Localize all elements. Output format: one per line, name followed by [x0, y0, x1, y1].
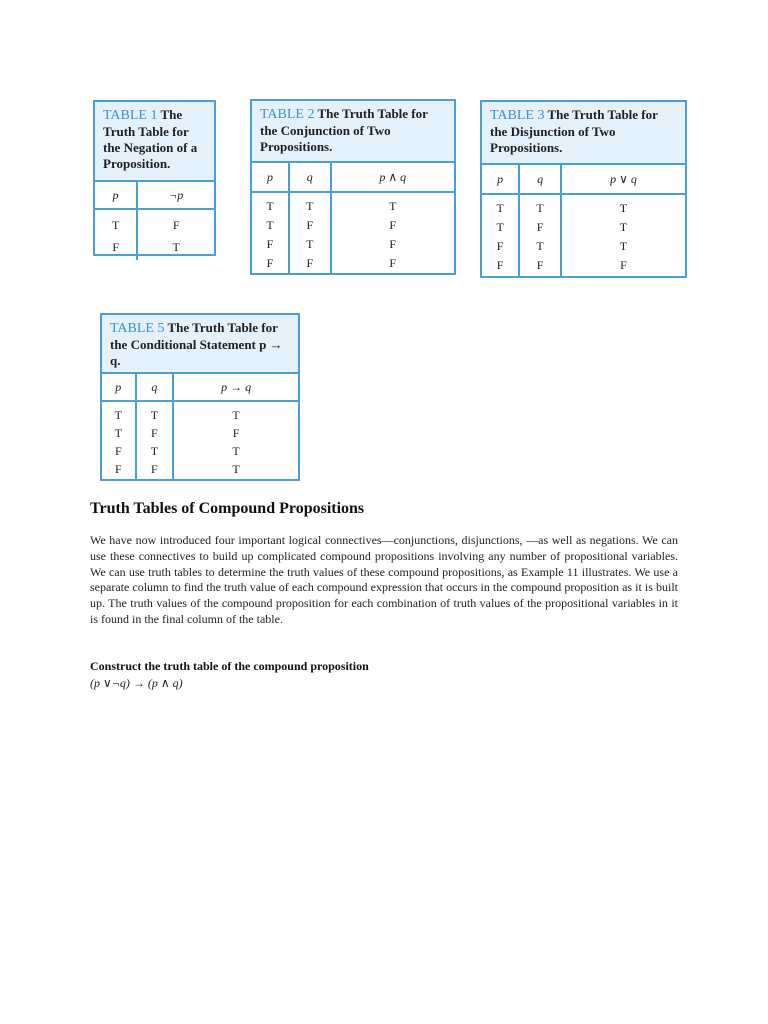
- table-row: [102, 401, 298, 424]
- table-row: [482, 194, 685, 218]
- table-cell: T: [173, 442, 298, 460]
- table-cell: T: [496, 220, 504, 234]
- table-row: [252, 254, 454, 275]
- table-cell: F: [496, 239, 504, 253]
- table-cell: F: [266, 237, 274, 251]
- table-title: The Truth Table for the Conditional Statement p → q.: [110, 320, 283, 368]
- table-cell: F: [331, 216, 454, 235]
- table-cell: F: [561, 256, 685, 277]
- column-header: p ∨ q: [561, 164, 685, 194]
- table-cell: F: [519, 218, 561, 237]
- table-cell: F: [289, 254, 330, 275]
- table-cell: T: [289, 235, 330, 254]
- table-cell: T: [561, 237, 685, 256]
- table-row: [252, 216, 454, 235]
- table-cell: F: [519, 256, 561, 277]
- table-cell: T: [519, 237, 561, 256]
- table-cell: T: [111, 217, 120, 232]
- table-caption: [482, 102, 685, 163]
- table-cell: F: [266, 256, 274, 270]
- body-paragraph: We have now introduced four important logical connectives—conjunctions, disjunctions, —as well as negations. We can use these connectives to build up complicated compound propositions involving any number of propositional variables. We can use truth tables to determine the truth values of these compound propositions, as Example 11 illustrates. We use a separate column to find the truth value of each compound expression that occurs in the compound proposition as it is built up. The truth values of the compound proposition for each combination of truth values of the propositional variables in it is found in the final column of the table.: [90, 533, 678, 626]
- table-cell: T: [331, 192, 454, 216]
- table-5-conditional: [100, 313, 300, 481]
- table-cell: T: [266, 199, 274, 213]
- table-cell: T: [136, 401, 174, 424]
- column-header: q: [519, 164, 561, 194]
- table-caption: [95, 102, 214, 180]
- table-cell: T: [289, 192, 330, 216]
- table-title: The Truth Table for the Conjunction of Two Propositions.: [260, 106, 428, 154]
- column-header: q: [289, 162, 330, 192]
- table-cell: F: [136, 460, 174, 480]
- table-2-conjunction: [250, 99, 456, 275]
- table-1-negation: [93, 100, 216, 256]
- table-row: [252, 192, 454, 216]
- column-header: ¬p: [137, 181, 214, 209]
- table-cell: F: [331, 254, 454, 275]
- table-cell: T: [137, 236, 214, 260]
- table-cell: T: [114, 407, 122, 422]
- table-cell: F: [289, 216, 330, 235]
- section-heading: Truth Tables of Compound Propositions: [90, 500, 365, 517]
- table-cell: F: [331, 235, 454, 254]
- table-row: [102, 424, 298, 442]
- table-title: The Truth Table for the Disjunction of Two Propositions.: [490, 107, 658, 155]
- table-cell: T: [136, 442, 174, 460]
- table-caption: [252, 101, 454, 161]
- table-cell: F: [137, 209, 214, 236]
- table-row: [252, 235, 454, 254]
- column-header: p: [102, 373, 136, 401]
- column-header: p: [252, 162, 289, 192]
- table-cell: T: [561, 218, 685, 237]
- table-cell: F: [496, 258, 504, 272]
- table-cell: F: [114, 461, 122, 476]
- table-cell: F: [136, 424, 174, 442]
- column-header: p: [95, 181, 137, 209]
- table-title: The Truth Table for the Negation of a Proposition.: [103, 107, 198, 171]
- table-row: [95, 209, 214, 236]
- table-cell: T: [114, 425, 122, 440]
- table-row: [482, 256, 685, 277]
- table-number: TABLE 3: [490, 108, 545, 123]
- table-number: TABLE 5: [110, 321, 165, 336]
- table-cell: T: [266, 218, 274, 232]
- table-caption: [102, 315, 298, 372]
- table-row: [95, 236, 214, 260]
- table-number: TABLE 1: [103, 108, 158, 123]
- column-header: p → q: [173, 373, 298, 401]
- table-row: [102, 460, 298, 480]
- column-header: p ∧ q: [331, 162, 454, 192]
- table-row: [482, 237, 685, 256]
- table-row: [482, 218, 685, 237]
- table-cell: F: [173, 424, 298, 442]
- column-header: q: [136, 373, 174, 401]
- table-number: TABLE 2: [260, 107, 315, 122]
- exercise-prompt: Construct the truth table of the compound proposition: [90, 659, 369, 673]
- table-cell: T: [496, 201, 504, 215]
- table-cell: T: [173, 460, 298, 480]
- table-row: [102, 442, 298, 460]
- table-cell: T: [173, 401, 298, 424]
- table-3-disjunction: [480, 100, 687, 278]
- table-cell: T: [561, 194, 685, 218]
- column-header: p: [482, 164, 519, 194]
- table-cell: F: [114, 443, 122, 458]
- compound-expression: (p ∨¬q) → (p ∧ q): [90, 676, 183, 690]
- table-cell: T: [519, 194, 561, 218]
- table-cell: F: [112, 239, 119, 254]
